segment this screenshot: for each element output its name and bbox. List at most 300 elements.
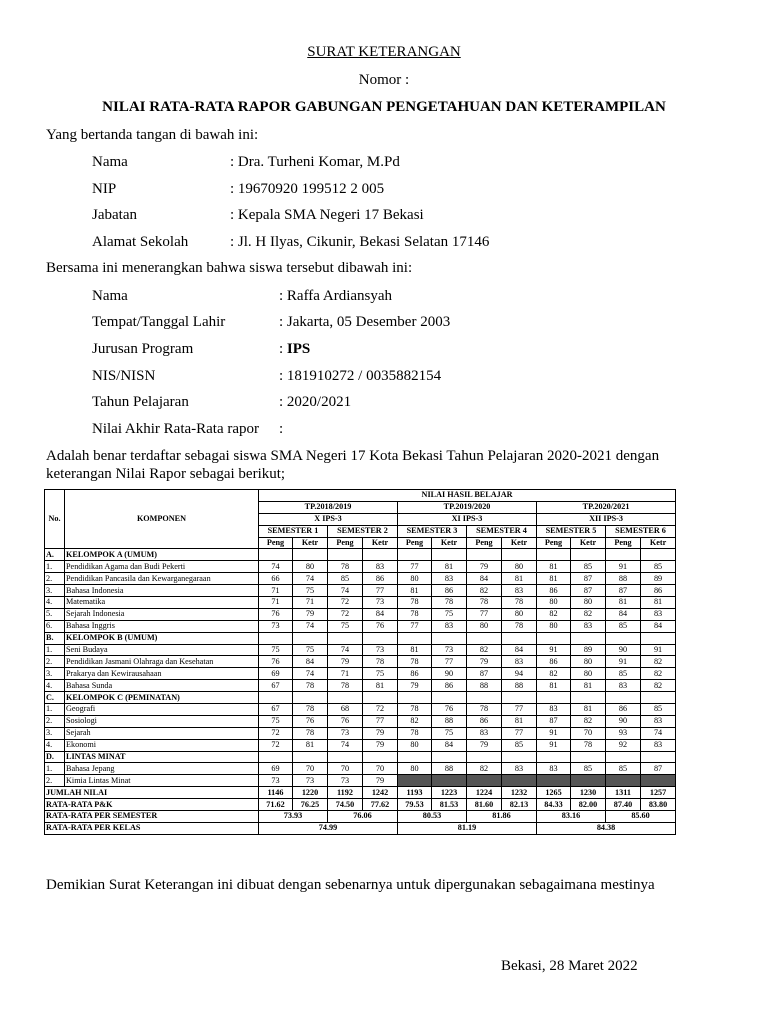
grade-cell: 81 bbox=[641, 597, 676, 609]
average-class-cell: 84.38 bbox=[537, 822, 676, 834]
signer-name-label: Nama bbox=[92, 154, 128, 170]
grade-cell: 86 bbox=[606, 704, 641, 716]
empty-cell bbox=[398, 751, 432, 763]
header-class-2: XI IPS-3 bbox=[398, 513, 537, 525]
subject-row bbox=[45, 656, 676, 668]
average-semester-label: RATA-RATA PER SEMESTER bbox=[45, 811, 259, 823]
grade-cell: 81 bbox=[537, 573, 571, 585]
average-class-row bbox=[45, 822, 676, 834]
grade-cell: 75 bbox=[328, 620, 363, 632]
grade-cell: 74 bbox=[293, 620, 328, 632]
empty-cell bbox=[606, 692, 641, 704]
grade-cell: 82 bbox=[571, 608, 606, 620]
grade-cell: 73 bbox=[293, 775, 328, 787]
empty-cell bbox=[398, 632, 432, 644]
grade-cell: 77 bbox=[502, 704, 537, 716]
grade-cell: 77 bbox=[467, 608, 502, 620]
empty-cell bbox=[467, 632, 502, 644]
empty-cell bbox=[328, 632, 363, 644]
empty-cell bbox=[259, 632, 293, 644]
group-code: A. bbox=[45, 549, 65, 561]
grade-cell: 73 bbox=[363, 644, 398, 656]
subject-row bbox=[45, 668, 676, 680]
group-name: KELOMPOK B (UMUM) bbox=[65, 632, 259, 644]
grade-cell: 83 bbox=[467, 727, 502, 739]
grade-cell: 85 bbox=[606, 620, 641, 632]
subject-name: Bahasa Inggris bbox=[65, 620, 259, 632]
grade-cell bbox=[537, 775, 571, 787]
subject-no: 1. bbox=[45, 763, 65, 775]
grade-cell: 85 bbox=[571, 763, 606, 775]
grade-cell: 80 bbox=[293, 561, 328, 573]
grade-cell: 82 bbox=[571, 715, 606, 727]
average-semester-cell: 73.93 bbox=[259, 811, 328, 823]
subject-name: Bahasa Jepang bbox=[65, 763, 259, 775]
grade-cell: 84 bbox=[641, 620, 676, 632]
average-class-label: RATA-RATA PER KELAS bbox=[45, 822, 259, 834]
grade-cell: 80 bbox=[571, 668, 606, 680]
grade-cell: 85 bbox=[641, 704, 676, 716]
place-date: Bekasi, 28 Maret 2022 bbox=[501, 958, 638, 974]
header-ketr: Ketr bbox=[363, 537, 398, 549]
empty-cell bbox=[641, 751, 676, 763]
empty-cell bbox=[363, 751, 398, 763]
subject-name: Matematika bbox=[65, 597, 259, 609]
grade-cell: 86 bbox=[363, 573, 398, 585]
empty-cell bbox=[641, 632, 676, 644]
grade-cell: 81 bbox=[537, 561, 571, 573]
subject-name: Ekonomi bbox=[65, 739, 259, 751]
grade-cell: 82 bbox=[537, 608, 571, 620]
grade-cell: 78 bbox=[398, 656, 432, 668]
subject-row bbox=[45, 763, 676, 775]
header-semester-3: SEMESTER 3 bbox=[398, 525, 467, 537]
empty-cell bbox=[328, 549, 363, 561]
grade-cell: 70 bbox=[293, 763, 328, 775]
header-peng: Peng bbox=[606, 537, 641, 549]
subject-no: 5. bbox=[45, 608, 65, 620]
grade-cell: 84 bbox=[363, 608, 398, 620]
header-peng: Peng bbox=[328, 537, 363, 549]
grade-cell: 79 bbox=[398, 680, 432, 692]
subject-no: 4. bbox=[45, 680, 65, 692]
grade-cell: 88 bbox=[502, 680, 537, 692]
group-row bbox=[45, 632, 676, 644]
grade-cell: 72 bbox=[328, 608, 363, 620]
subject-name: Sejarah bbox=[65, 727, 259, 739]
empty-cell bbox=[571, 549, 606, 561]
grade-cell: 78 bbox=[328, 680, 363, 692]
subject-name: Geografi bbox=[65, 704, 259, 716]
grade-cell: 83 bbox=[537, 704, 571, 716]
grade-cell: 75 bbox=[259, 644, 293, 656]
group-name: KELOMPOK A (UMUM) bbox=[65, 549, 259, 561]
grade-cell: 83 bbox=[606, 680, 641, 692]
grade-cell: 86 bbox=[432, 680, 467, 692]
average-pk-cell: 77.62 bbox=[363, 799, 398, 811]
grade-cell: 75 bbox=[432, 608, 467, 620]
total-cell: 1230 bbox=[571, 787, 606, 799]
subject-no: 4. bbox=[45, 739, 65, 751]
grade-cell: 85 bbox=[641, 561, 676, 573]
grade-cell: 87 bbox=[537, 715, 571, 727]
empty-cell bbox=[537, 549, 571, 561]
grade-cell: 80 bbox=[467, 620, 502, 632]
empty-cell bbox=[432, 632, 467, 644]
grade-cell: 80 bbox=[571, 656, 606, 668]
student-nis-label: NIS/NISN bbox=[92, 368, 156, 384]
grade-cell: 90 bbox=[606, 644, 641, 656]
header-ketr: Ketr bbox=[641, 537, 676, 549]
grade-cell: 83 bbox=[432, 573, 467, 585]
grade-cell bbox=[641, 775, 676, 787]
grade-cell: 76 bbox=[432, 704, 467, 716]
grade-cell: 84 bbox=[502, 644, 537, 656]
grade-cell: 77 bbox=[398, 620, 432, 632]
subject-row bbox=[45, 727, 676, 739]
grade-cell: 79 bbox=[363, 739, 398, 751]
grade-cell: 82 bbox=[467, 644, 502, 656]
grade-cell: 71 bbox=[259, 585, 293, 597]
grade-cell: 91 bbox=[606, 561, 641, 573]
subject-row bbox=[45, 644, 676, 656]
grade-cell: 82 bbox=[398, 715, 432, 727]
header-class-3: XII IPS-3 bbox=[537, 513, 676, 525]
empty-cell bbox=[363, 632, 398, 644]
grade-cell: 80 bbox=[398, 763, 432, 775]
subject-name: Pendidikan Jasmani Olahraga dan Kesehatan bbox=[65, 656, 259, 668]
empty-cell bbox=[293, 692, 328, 704]
average-semester-cell: 76.06 bbox=[328, 811, 398, 823]
grade-cell: 81 bbox=[537, 680, 571, 692]
grade-cell: 87 bbox=[467, 668, 502, 680]
grade-cell: 73 bbox=[363, 597, 398, 609]
header-komponen: KOMPONEN bbox=[65, 490, 259, 549]
average-pk-cell: 82.13 bbox=[502, 799, 537, 811]
header-ketr: Ketr bbox=[293, 537, 328, 549]
grade-cell: 91 bbox=[606, 656, 641, 668]
subject-row bbox=[45, 704, 676, 716]
grade-cell: 78 bbox=[398, 727, 432, 739]
grade-cell: 83 bbox=[363, 561, 398, 573]
grade-cell: 78 bbox=[502, 620, 537, 632]
subject-row bbox=[45, 573, 676, 585]
grade-cell: 84 bbox=[432, 739, 467, 751]
statement-line-2: keterangan Nilai Rapor sebagai berikut; bbox=[46, 466, 286, 482]
grade-cell: 84 bbox=[467, 573, 502, 585]
grade-cell: 69 bbox=[259, 668, 293, 680]
student-final-label: Nilai Akhir Rata-Rata rapor bbox=[92, 421, 260, 437]
header-year-3: TP.2020/2021 bbox=[537, 501, 676, 513]
empty-cell bbox=[293, 632, 328, 644]
empty-cell bbox=[537, 692, 571, 704]
average-class-cell: 81.19 bbox=[398, 822, 537, 834]
empty-cell bbox=[606, 549, 641, 561]
signer-nip-label: NIP bbox=[92, 181, 117, 197]
grade-cell: 71 bbox=[293, 597, 328, 609]
student-program-value: : IPS bbox=[279, 341, 311, 357]
grade-cell: 85 bbox=[328, 573, 363, 585]
empty-cell bbox=[641, 549, 676, 561]
subject-no: 1. bbox=[45, 561, 65, 573]
grade-cell: 79 bbox=[363, 775, 398, 787]
total-cell: 1242 bbox=[363, 787, 398, 799]
grade-cell: 80 bbox=[537, 597, 571, 609]
grade-cell: 77 bbox=[432, 656, 467, 668]
grade-cell: 78 bbox=[293, 704, 328, 716]
header-year-2: TP.2019/2020 bbox=[398, 501, 537, 513]
student-year-value: : 2020/2021 bbox=[279, 394, 352, 410]
average-pk-cell: 81.53 bbox=[432, 799, 467, 811]
empty-cell bbox=[606, 751, 641, 763]
total-cell: 1223 bbox=[432, 787, 467, 799]
grade-cell: 83 bbox=[641, 715, 676, 727]
grade-cell: 74 bbox=[328, 585, 363, 597]
average-pk-cell: 84.33 bbox=[537, 799, 571, 811]
grade-cell: 84 bbox=[293, 656, 328, 668]
grade-cell: 73 bbox=[328, 775, 363, 787]
grade-cell: 70 bbox=[363, 763, 398, 775]
grade-cell: 81 bbox=[398, 585, 432, 597]
subject-row bbox=[45, 597, 676, 609]
grade-cell: 81 bbox=[293, 739, 328, 751]
subject-name: Prakarya dan Kewirausahaan bbox=[65, 668, 259, 680]
total-cell: 1265 bbox=[537, 787, 571, 799]
grade-cell bbox=[467, 775, 502, 787]
grade-cell: 92 bbox=[606, 739, 641, 751]
average-pk-cell: 79.53 bbox=[398, 799, 432, 811]
average-pk-cell: 81.60 bbox=[467, 799, 502, 811]
grade-cell: 87 bbox=[571, 585, 606, 597]
grade-cell: 74 bbox=[293, 573, 328, 585]
grade-cell: 79 bbox=[328, 656, 363, 668]
grade-cell: 71 bbox=[328, 668, 363, 680]
subject-row bbox=[45, 680, 676, 692]
subject-name: Sosiologi bbox=[65, 715, 259, 727]
header-semester-6: SEMESTER 6 bbox=[606, 525, 676, 537]
subject-no: 1. bbox=[45, 704, 65, 716]
grade-cell: 86 bbox=[398, 668, 432, 680]
grade-cell: 72 bbox=[328, 597, 363, 609]
signer-jabatan-value: : Kepala SMA Negeri 17 Bekasi bbox=[230, 207, 424, 223]
grade-cell: 88 bbox=[606, 573, 641, 585]
empty-cell bbox=[502, 751, 537, 763]
total-row bbox=[45, 787, 676, 799]
grade-cell: 81 bbox=[432, 561, 467, 573]
grade-cell: 88 bbox=[467, 680, 502, 692]
header-nilai: NILAI HASIL BELAJAR bbox=[259, 490, 676, 502]
signer-jabatan-label: Jabatan bbox=[92, 207, 137, 223]
average-semester-row bbox=[45, 811, 676, 823]
grade-cell: 78 bbox=[571, 739, 606, 751]
grade-cell: 74 bbox=[641, 727, 676, 739]
empty-cell bbox=[641, 692, 676, 704]
grade-cell: 86 bbox=[467, 715, 502, 727]
empty-cell bbox=[467, 692, 502, 704]
grade-cell: 80 bbox=[571, 597, 606, 609]
grade-cell: 82 bbox=[641, 668, 676, 680]
grade-cell: 74 bbox=[259, 561, 293, 573]
grade-cell: 81 bbox=[571, 680, 606, 692]
grade-cell: 78 bbox=[398, 597, 432, 609]
grade-cell: 81 bbox=[363, 680, 398, 692]
student-birth-label: Tempat/Tanggal Lahir bbox=[92, 314, 226, 330]
grade-cell: 78 bbox=[293, 727, 328, 739]
grade-cell: 85 bbox=[606, 763, 641, 775]
grade-cell: 89 bbox=[641, 573, 676, 585]
grade-cell: 77 bbox=[398, 561, 432, 573]
student-name-label: Nama bbox=[92, 288, 128, 304]
grade-cell: 72 bbox=[259, 739, 293, 751]
subject-row bbox=[45, 620, 676, 632]
grade-cell: 79 bbox=[467, 656, 502, 668]
subject-no: 2. bbox=[45, 573, 65, 585]
grade-cell: 87 bbox=[571, 573, 606, 585]
grade-cell: 78 bbox=[398, 608, 432, 620]
student-birth-value: : Jakarta, 05 Desember 2003 bbox=[279, 314, 451, 330]
average-class-cell: 74.99 bbox=[259, 822, 398, 834]
grade-cell: 77 bbox=[363, 715, 398, 727]
grade-cell: 79 bbox=[467, 739, 502, 751]
grade-cell: 84 bbox=[606, 608, 641, 620]
empty-cell bbox=[571, 751, 606, 763]
grade-cell: 74 bbox=[328, 644, 363, 656]
grade-cell: 80 bbox=[537, 620, 571, 632]
grade-cell: 86 bbox=[432, 585, 467, 597]
header-ketr: Ketr bbox=[432, 537, 467, 549]
grade-cell: 67 bbox=[259, 680, 293, 692]
grade-cell: 94 bbox=[502, 668, 537, 680]
grade-cell: 88 bbox=[432, 715, 467, 727]
empty-cell bbox=[432, 692, 467, 704]
empty-cell bbox=[293, 549, 328, 561]
grade-cell: 83 bbox=[432, 620, 467, 632]
average-pk-cell: 83.80 bbox=[641, 799, 676, 811]
total-cell: 1193 bbox=[398, 787, 432, 799]
grade-cell: 70 bbox=[328, 763, 363, 775]
subject-row bbox=[45, 585, 676, 597]
statement-line-1: Adalah benar terdaftar sebagai siswa SMA Negeri 17 Kota Bekasi Tahun Pelajaran 2020-2021 dengan bbox=[46, 448, 660, 464]
grades-table bbox=[44, 489, 676, 835]
grade-cell: 90 bbox=[432, 668, 467, 680]
grade-cell: 73 bbox=[328, 727, 363, 739]
grade-cell: 81 bbox=[606, 597, 641, 609]
grade-cell bbox=[502, 775, 537, 787]
grade-cell: 82 bbox=[641, 656, 676, 668]
student-year-label: Tahun Pelajaran bbox=[92, 394, 189, 410]
grade-cell: 81 bbox=[502, 715, 537, 727]
header-semester-1: SEMESTER 1 bbox=[259, 525, 328, 537]
subject-no: 6. bbox=[45, 620, 65, 632]
grade-cell: 78 bbox=[502, 597, 537, 609]
student-nis-value: : 181910272 / 0035882154 bbox=[279, 368, 442, 384]
total-cell: 1192 bbox=[328, 787, 363, 799]
subject-no: 3. bbox=[45, 585, 65, 597]
grade-cell: 91 bbox=[537, 739, 571, 751]
closing-statement: Demikian Surat Keterangan ini dibuat dengan sebenarnya untuk dipergunakan sebagaimana mestinya bbox=[46, 877, 655, 893]
subject-row bbox=[45, 715, 676, 727]
average-pk-cell: 71.62 bbox=[259, 799, 293, 811]
grade-cell: 80 bbox=[398, 573, 432, 585]
letter-number: Nomor : bbox=[358, 72, 410, 88]
empty-cell bbox=[537, 632, 571, 644]
group-name: LINTAS MINAT bbox=[65, 751, 259, 763]
average-pk-cell: 82.00 bbox=[571, 799, 606, 811]
grade-cell: 73 bbox=[259, 775, 293, 787]
grade-cell: 87 bbox=[641, 763, 676, 775]
subject-no: 3. bbox=[45, 668, 65, 680]
grade-cell: 75 bbox=[432, 727, 467, 739]
grade-cell: 66 bbox=[259, 573, 293, 585]
grade-cell: 93 bbox=[606, 727, 641, 739]
grade-cell: 88 bbox=[432, 763, 467, 775]
grade-cell: 81 bbox=[502, 573, 537, 585]
header-peng: Peng bbox=[398, 537, 432, 549]
average-pk-row bbox=[45, 799, 676, 811]
subject-name: Pendidikan Agama dan Budi Pekerti bbox=[65, 561, 259, 573]
average-pk-cell: 87.40 bbox=[606, 799, 641, 811]
grade-cell: 76 bbox=[328, 715, 363, 727]
empty-cell bbox=[537, 751, 571, 763]
student-final-value: : bbox=[279, 421, 284, 437]
subject-row bbox=[45, 739, 676, 751]
grade-cell: 82 bbox=[641, 680, 676, 692]
signer-intro: Yang bertanda tangan di bawah ini: bbox=[46, 127, 259, 143]
total-cell: 1146 bbox=[259, 787, 293, 799]
empty-cell bbox=[502, 549, 537, 561]
grade-cell: 83 bbox=[502, 763, 537, 775]
grade-cell: 78 bbox=[328, 561, 363, 573]
grade-cell: 78 bbox=[467, 597, 502, 609]
empty-cell bbox=[467, 549, 502, 561]
empty-cell bbox=[571, 632, 606, 644]
grade-cell: 80 bbox=[502, 561, 537, 573]
grade-cell: 81 bbox=[398, 644, 432, 656]
empty-cell bbox=[328, 751, 363, 763]
empty-cell bbox=[293, 751, 328, 763]
grade-cell: 80 bbox=[502, 608, 537, 620]
student-intro: Bersama ini menerangkan bahwa siswa tersebut dibawah ini: bbox=[46, 260, 413, 276]
grade-cell: 78 bbox=[467, 704, 502, 716]
grade-cell: 83 bbox=[502, 585, 537, 597]
grade-cell: 67 bbox=[259, 704, 293, 716]
group-name: KELOMPOK C (PEMINATAN) bbox=[65, 692, 259, 704]
empty-cell bbox=[571, 692, 606, 704]
header-class-1: X IPS-3 bbox=[259, 513, 398, 525]
grade-cell: 75 bbox=[293, 644, 328, 656]
empty-cell bbox=[259, 549, 293, 561]
subject-row bbox=[45, 561, 676, 573]
group-row bbox=[45, 549, 676, 561]
grade-cell: 75 bbox=[293, 585, 328, 597]
empty-cell bbox=[363, 549, 398, 561]
header-semester-5: SEMESTER 5 bbox=[537, 525, 606, 537]
signer-nip-value: : 19670920 199512 2 005 bbox=[230, 181, 385, 197]
grade-cell: 90 bbox=[606, 715, 641, 727]
grade-cell: 70 bbox=[571, 727, 606, 739]
grade-cell: 72 bbox=[363, 704, 398, 716]
grade-cell: 78 bbox=[432, 597, 467, 609]
header-ketr: Ketr bbox=[571, 537, 606, 549]
empty-cell bbox=[432, 549, 467, 561]
grade-cell: 75 bbox=[363, 668, 398, 680]
group-code: B. bbox=[45, 632, 65, 644]
header-semester-4: SEMESTER 4 bbox=[467, 525, 537, 537]
grade-cell: 83 bbox=[571, 620, 606, 632]
grade-cell bbox=[571, 775, 606, 787]
group-code: D. bbox=[45, 751, 65, 763]
grade-cell: 79 bbox=[363, 727, 398, 739]
